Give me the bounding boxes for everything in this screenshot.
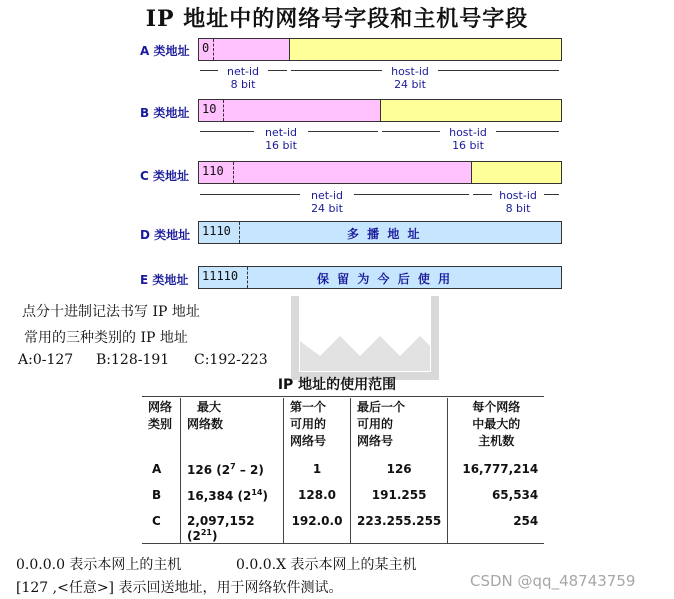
header-max-hosts: 每个网络 中最大的 主机数 <box>448 398 545 462</box>
class-a-label: A 类地址 <box>140 44 190 58</box>
class-a-bar <box>198 38 562 61</box>
class-c-net-label: net-id 24 bit <box>300 189 354 215</box>
range-c: C:192-223 <box>194 352 268 368</box>
header-max-networks: 最大 网络数 <box>181 398 284 462</box>
class-e-bar <box>198 266 562 289</box>
table-top-rule <box>142 396 544 397</box>
table-row: B 16,384 $(2^{14})$ 128.0 191.255 65,534 <box>142 488 544 514</box>
header-first-network: 第一个 可用的 网络号 <box>284 398 351 462</box>
header-class: 网络 类别 <box>148 400 173 431</box>
notes-line-2: 常用的三种类别的 IP 地址 <box>24 330 188 346</box>
notes-line-1: 点分十进制记法书写 IP 地址 <box>22 304 200 320</box>
class-b-net-segment <box>199 100 381 121</box>
csdn-watermark: CSDN @qq_48743759 <box>470 572 636 590</box>
class-c-host-label: host-id 8 bit <box>492 189 544 215</box>
class-e-label: E 类地址 <box>140 273 189 287</box>
range-b: B:128-191 <box>96 352 170 368</box>
class-e-text: 保 留 为 今 后 使 用 <box>317 272 453 286</box>
class-c-host-segment <box>472 162 561 183</box>
class-a-net-label: net-id 8 bit <box>218 65 268 91</box>
class-c-bar <box>198 161 562 184</box>
class-c-bits: 110 <box>202 164 224 178</box>
class-e-bits: 11110 <box>202 269 239 283</box>
class-c-net-segment <box>199 162 472 183</box>
class-b-bar <box>198 99 562 122</box>
class-b-label: B 类地址 <box>140 106 190 120</box>
table-row: A 126 $(2^7 - 2)$ 1 126 16,777,214 <box>142 462 544 488</box>
class-b-dash <box>223 100 224 121</box>
class-b-bits: 10 <box>202 102 217 116</box>
class-d-label: D 类地址 <box>140 228 191 242</box>
class-b-host-segment <box>381 100 561 121</box>
table-title: IP 地址的使用范围 <box>277 377 397 393</box>
page-title: IP 地址中的网络号字段和主机号字段 <box>145 6 529 32</box>
footer-line-1b: 0.0.0.X 表示本网上的某主机 <box>236 557 417 573</box>
class-d-dash <box>239 222 240 243</box>
class-b-host-label: host-id 16 bit <box>440 126 496 152</box>
class-e-dash <box>247 267 248 288</box>
class-c-dash <box>233 162 234 183</box>
footer-line-1a: 0.0.0.0 表示本网上的主机 <box>16 557 182 573</box>
range-a: A:0-127 <box>18 352 74 368</box>
table-header-row <box>142 398 544 462</box>
class-d-bar <box>198 221 562 244</box>
class-d-text: 多 播 地 址 <box>347 227 422 241</box>
class-b-net-label: net-id 16 bit <box>254 126 308 152</box>
class-a-host-label: host-id 24 bit <box>382 65 438 91</box>
class-a-host-segment <box>290 39 561 60</box>
class-a-bits: 0 <box>202 41 210 55</box>
table-row: C 2,097,152 $(2^{21})$ 192.0.0 223.255.255 254 <box>142 514 544 544</box>
class-d-bits: 1110 <box>202 224 231 238</box>
table-bottom-rule <box>142 543 544 544</box>
header-last-network: 最后一个 可用的 网络号 <box>351 398 448 462</box>
class-a-dash <box>213 39 214 60</box>
ip-range-table <box>142 398 544 544</box>
class-c-label: C 类地址 <box>140 169 189 183</box>
footer-line-2: [127 ,<任意>] 表示回送地址，用于网络软件测试。 <box>16 580 343 596</box>
